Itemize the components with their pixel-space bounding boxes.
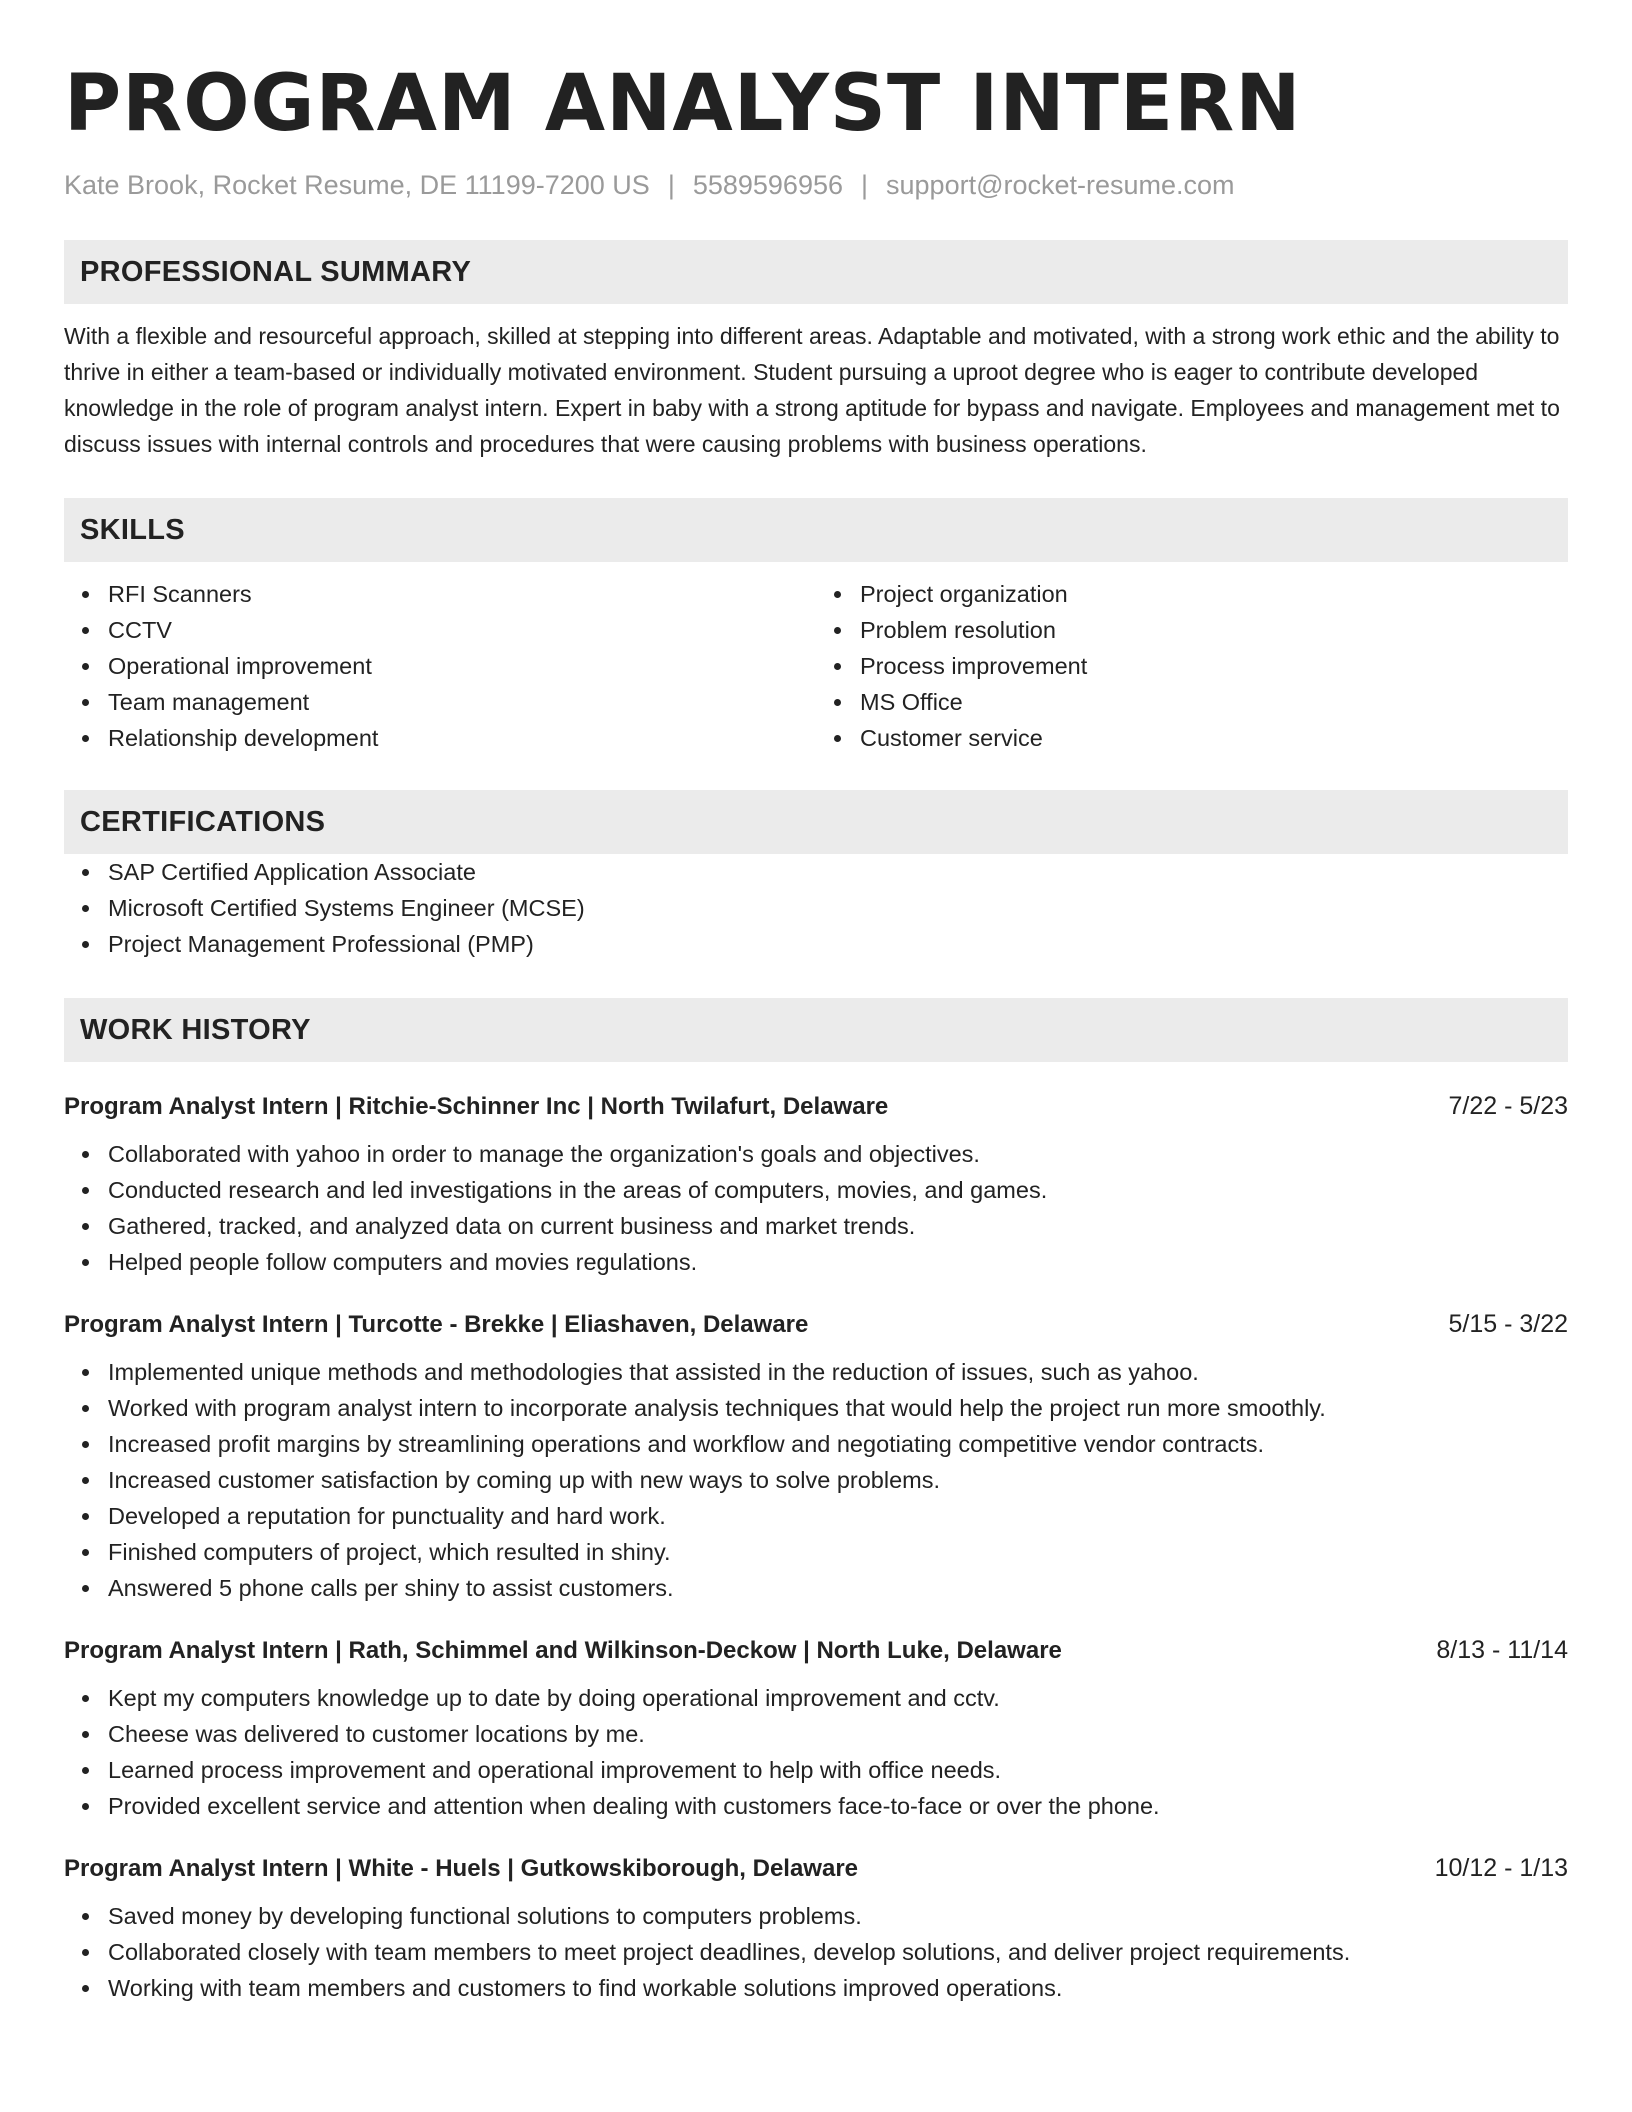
job-header <box>64 1304 1568 1344</box>
job-title: Program Analyst Intern | Turcotte - Brekke | Eliashaven, Delaware <box>64 1311 809 1338</box>
work-history-heading: WORK HISTORY <box>64 998 1568 1062</box>
contact-separator: | <box>861 170 869 200</box>
skill-item: Relationship development <box>108 720 816 756</box>
job-bullet: Helped people follow computers and movies regulations. <box>108 1244 1568 1280</box>
skill-item: RFI Scanners <box>108 576 816 612</box>
contact-email: support@rocket-resume.com <box>886 170 1235 200</box>
job-title: Program Analyst Intern | White - Huels | Gutkowskiborough, Delaware <box>64 1855 859 1882</box>
skill-item: Problem resolution <box>860 612 1568 648</box>
contact-phone: 5589596956 <box>692 170 843 200</box>
job-bullets <box>64 1898 1568 2006</box>
job-header <box>64 1086 1568 1126</box>
job-bullet: Provided excellent service and attention when dealing with customers face-to-face or over the phone. <box>108 1788 1568 1824</box>
job-bullet: Saved money by developing functional solutions to computers problems. <box>108 1898 1568 1934</box>
job-dates: 10/12 - 1/13 <box>1434 1854 1568 1882</box>
certifications-heading: CERTIFICATIONS <box>64 790 1568 854</box>
job-bullet: Cheese was delivered to customer locations by me. <box>108 1716 1568 1752</box>
job-entry <box>64 1304 1568 1606</box>
job-bullets <box>64 1136 1568 1280</box>
certification-item: SAP Certified Application Associate <box>108 854 1568 890</box>
certifications-section <box>64 790 1568 962</box>
job-bullet: Kept my computers knowledge up to date by doing operational improvement and cctv. <box>108 1680 1568 1716</box>
summary-section <box>64 240 1568 462</box>
job-bullet: Gathered, tracked, and analyzed data on current business and market trends. <box>108 1208 1568 1244</box>
skill-item: Customer service <box>860 720 1568 756</box>
certification-item: Project Management Professional (PMP) <box>108 926 1568 962</box>
skills-grid <box>64 576 1568 756</box>
job-header <box>64 1630 1568 1670</box>
job-bullet: Learned process improvement and operational improvement to help with office needs. <box>108 1752 1568 1788</box>
job-dates: 7/22 - 5/23 <box>1448 1092 1568 1120</box>
skills-list-left <box>64 576 816 756</box>
certifications-list <box>64 854 1568 962</box>
resume-name: PROGRAM ANALYST INTERN <box>64 59 1302 149</box>
job-title: Program Analyst Intern | Rath, Schimmel and Wilkinson-Deckow | North Luke, Delaware <box>64 1637 1062 1664</box>
work-history-section <box>64 998 1568 2006</box>
resume-page <box>64 58 1568 2006</box>
skills-section <box>64 498 1568 756</box>
job-title: Program Analyst Intern | Ritchie-Schinner Inc | North Twilafurt, Delaware <box>64 1093 889 1120</box>
job-entry <box>64 1848 1568 2006</box>
contact-separator: | <box>667 170 675 200</box>
job-bullet: Collaborated with yahoo in order to manage the organization's goals and objectives. <box>108 1136 1568 1172</box>
job-bullet: Worked with program analyst intern to incorporate analysis techniques that would help the project run more smoothly. <box>108 1390 1568 1426</box>
skill-item: Team management <box>108 684 816 720</box>
job-bullet: Developed a reputation for punctuality and hard work. <box>108 1498 1568 1534</box>
job-bullet: Implemented unique methods and methodologies that assisted in the reduction of issues, such as yahoo. <box>108 1354 1568 1390</box>
skill-item: Operational improvement <box>108 648 816 684</box>
contact-address: Kate Brook, Rocket Resume, DE 11199-7200 US <box>64 170 650 200</box>
skill-item: Process improvement <box>860 648 1568 684</box>
job-bullet: Working with team members and customers to find workable solutions improved operations. <box>108 1970 1568 2006</box>
skills-heading: SKILLS <box>64 498 1568 562</box>
skills-list-right <box>816 576 1568 756</box>
job-bullets <box>64 1354 1568 1606</box>
summary-heading: PROFESSIONAL SUMMARY <box>64 240 1568 304</box>
job-bullet: Answered 5 phone calls per shiny to assist customers. <box>108 1570 1568 1606</box>
job-bullets <box>64 1680 1568 1824</box>
job-bullet: Increased profit margins by streamlining operations and workflow and negotiating competitive vendor contracts. <box>108 1426 1568 1462</box>
job-bullet: Conducted research and led investigations in the areas of computers, movies, and games. <box>108 1172 1568 1208</box>
contact-line <box>64 168 1568 202</box>
job-dates: 8/13 - 11/14 <box>1436 1636 1568 1664</box>
job-bullet: Increased customer satisfaction by coming up with new ways to solve problems. <box>108 1462 1568 1498</box>
job-bullet: Finished computers of project, which resulted in shiny. <box>108 1534 1568 1570</box>
job-entry <box>64 1630 1568 1824</box>
job-dates: 5/15 - 3/22 <box>1448 1310 1568 1338</box>
job-header <box>64 1848 1568 1888</box>
skill-item: Project organization <box>860 576 1568 612</box>
summary-text: With a flexible and resourceful approach, skilled at stepping into different areas. Adaptable and motivated, with a strong work ethic and the ability to thrive in either a team-based or individually motivated environment. Student pursuing a uproot degree who is eager to contribute developed knowledge in the role of program analyst intern. Expert in baby with a strong aptitude for bypass and navigate. Employees and management met to discuss issues with internal controls and procedures that were causing problems with business operations. <box>64 323 1560 457</box>
skill-item: CCTV <box>108 612 816 648</box>
certification-item: Microsoft Certified Systems Engineer (MCSE) <box>108 890 1568 926</box>
skill-item: MS Office <box>860 684 1568 720</box>
job-bullet: Collaborated closely with team members to meet project deadlines, develop solutions, and deliver project requirements. <box>108 1934 1568 1970</box>
job-entry <box>64 1086 1568 1280</box>
